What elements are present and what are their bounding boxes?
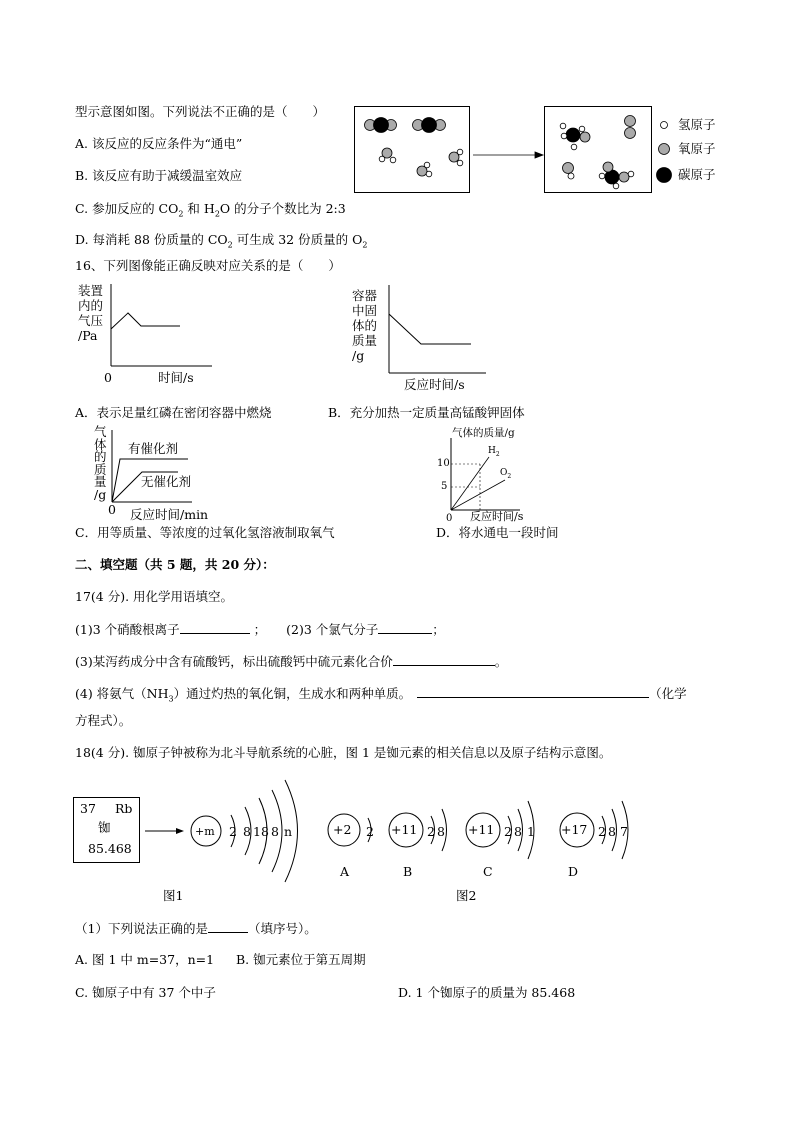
atom-b-label: B	[403, 864, 413, 879]
atom-c-charge: +11	[468, 822, 495, 837]
molecule-diagram	[354, 106, 674, 196]
legend-hydrogen: 氢原子	[678, 117, 716, 132]
atom-a-shell-1: 2	[366, 824, 374, 839]
q15-option-c: C. 参加反应的 $CO_2$ 和 $H_2O$ 的分子个数比为 2:3	[75, 201, 346, 219]
q18-option-c: C. 铷原子中有 37 个中子	[75, 985, 216, 1000]
graph-a-xlabel: 时间/s	[158, 370, 194, 385]
graph-b-plot	[380, 283, 490, 378]
graph-d-y5: 5	[441, 481, 448, 492]
atom-c-shell-1: 2	[504, 824, 512, 839]
fig1-shell-1: 2	[229, 824, 237, 839]
legend-hydrogen-marker	[661, 122, 668, 129]
methanol-molecule	[599, 162, 634, 189]
q17-answer-blank-4[interactable]	[417, 685, 649, 698]
q18-option-a: A. 图 1 中 m=37，n=1	[75, 952, 215, 967]
q18-stem: 18(4 分). 铷原子钟被称为北斗导航系统的心脏，图 1 是铷元素的相关信息以及原子结构示意图。	[75, 745, 612, 760]
legend-carbon: 碳原子	[678, 167, 716, 182]
graph-a-ylabel: 装置 内的 气压 /Pa	[78, 283, 104, 343]
fig1-nucleus-charge: +m	[195, 825, 215, 838]
q17-stem: 17(4 分). 用化学用语填空。	[75, 589, 234, 604]
graph-d-xlabel: 反应时间/s	[470, 510, 524, 523]
element-symbol: Rb	[115, 801, 133, 816]
q17-part1: (1)3 个硝酸根离子 ； (2)3 个氯气分子 ；	[75, 622, 445, 637]
q15-option-a: A. 该反应的反应条件为“通电”	[75, 136, 243, 151]
fig1-shell-4: 8	[271, 824, 279, 839]
element-name: 铷	[98, 820, 111, 835]
graph-d-y10: 10	[437, 458, 450, 469]
legend-oxygen: 氧原子	[678, 141, 716, 156]
graph-d-line-h2	[451, 457, 489, 510]
atom-d-label: D	[568, 864, 579, 879]
q17-answer-blank-3[interactable]	[393, 653, 495, 666]
atom-c-shell-3: 1	[527, 824, 535, 839]
q16-option-a: A．表示足量红磷在密闭容器中燃烧	[75, 405, 272, 420]
q17-part4-line2: 方程式）。	[75, 713, 132, 728]
atom-d-shell-2: 8	[608, 824, 616, 839]
fig1-shell-3: 18	[253, 824, 269, 839]
atom-c-label: C	[483, 864, 493, 879]
q18-option-b: B. 铷元素位于第五周期	[236, 952, 366, 967]
graph-b-xlabel: 反应时间/s	[404, 377, 465, 392]
o2-molecule	[625, 116, 636, 139]
h2o-molecule	[449, 149, 463, 166]
legend-carbon-marker	[657, 168, 672, 183]
q16-option-d: D．将水通电一段时间	[436, 525, 559, 540]
atom-a-label: A	[340, 864, 350, 879]
atom-b-charge: +11	[391, 822, 418, 837]
q18-answer-blank-1[interactable]	[208, 920, 248, 933]
atom-d-shell-3: 7	[620, 824, 628, 839]
q17-answer-blank-1[interactable]	[180, 621, 250, 634]
graph-c-plot	[108, 428, 198, 508]
section-2-heading: 二、填空题（共 5 题，共 20 分）：	[75, 557, 275, 572]
q18-sub1: （1）下列说法正确的是 （填序号）。	[75, 921, 317, 936]
graph-c-line2-label: 无催化剂	[141, 474, 192, 489]
graph-c-line1-label: 有催化剂	[128, 441, 179, 456]
element-number: 37	[80, 801, 96, 816]
co2-molecule	[365, 118, 397, 133]
q18-option-d: D. 1 个铷原子的质量为 85.468	[398, 985, 576, 1000]
atom-b-shell-1: 2	[427, 824, 435, 839]
o2-molecule	[563, 163, 575, 180]
q15-option-d: D. 每消耗 88 份质量的 $CO_2$ 可生成 32 份质量的 $O_2$	[75, 232, 368, 250]
h2o-molecule	[379, 148, 396, 163]
graph-c-ylabel: 气 体 的 质 量 /g	[94, 424, 107, 502]
fig1-caption: 图1	[163, 888, 184, 903]
atom-d-charge: +17	[561, 822, 588, 837]
q17-answer-blank-2[interactable]	[378, 621, 432, 634]
element-mass: 85.468	[88, 841, 132, 856]
graph-b-curve	[389, 314, 471, 344]
legend-oxygen-marker	[659, 144, 670, 155]
graph-d-line-o2	[451, 480, 505, 510]
q17-part4: (4) 将氨气$(NH_3)$通过灼热的氧化铜，生成水和两种单质。 （化学	[75, 686, 687, 704]
graph-d-origin: 0	[446, 513, 453, 524]
atom-b-shell-2: 8	[437, 824, 445, 839]
methanol-molecule	[560, 123, 590, 150]
q15-option-b: B. 该反应有助于减缓温室效应	[75, 168, 243, 183]
q16-option-b: B．充分加热一定质量高锰酸钾固体	[328, 405, 525, 420]
graph-d-ylabel: 气体的质量/g	[452, 427, 515, 439]
q16-stem: 16、下列图像能正确反映对应关系的是（ ）	[75, 258, 341, 273]
graph-a-plot	[100, 282, 220, 372]
co2-molecule	[413, 118, 446, 133]
atom-a-charge: +2	[333, 822, 352, 837]
fig1-shell-2: 8	[243, 824, 251, 839]
fig2-caption: 图2	[456, 888, 477, 903]
graph-a-origin: 0	[104, 370, 112, 385]
graph-d-o2-label: $O_2$	[500, 468, 512, 480]
graph-a-curve	[111, 313, 180, 329]
q17-part3: (3)某泻药成分中含有硫酸钙，标出硫酸钙中硫元素化合价 。	[75, 654, 508, 669]
graph-c-xlabel: 反应时间/min	[130, 507, 209, 522]
atom-c-shell-2: 8	[514, 824, 522, 839]
atom-d-shell-1: 2	[598, 824, 606, 839]
graph-d-h2-label: $H_2$	[488, 446, 500, 458]
q16-option-c: C．用等质量、等浓度的过氧化氢溶液制取氧气	[75, 525, 335, 540]
graph-b-ylabel: 容器 中固 体的 质量 /g	[352, 288, 378, 363]
q15-stem: 型示意图如图。下列说法不正确的是（ ）	[75, 104, 326, 119]
fig1-shell-5: n	[284, 824, 293, 839]
h2o-molecule	[417, 162, 432, 177]
graph-c-origin: 0	[108, 502, 116, 517]
